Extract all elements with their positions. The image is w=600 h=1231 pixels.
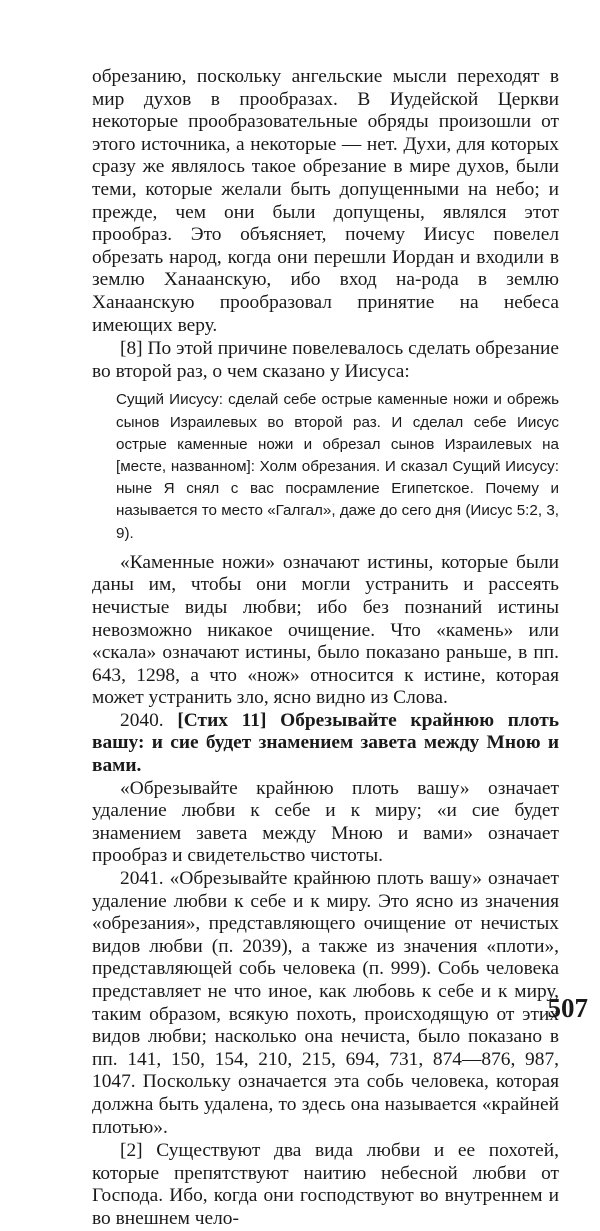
scripture-quote: Сущий Иисусу: сделай себе острые каменные ножи и обрежь сынов Израилевых во второй раз. И сделал себе Иисус острые каменные ножи и обрезал сынов Израилевых на [месте, названном]: Холм обрезания. И сказал Сущий Иисусу: ныне Я снял с вас посрамление Египетское. Почему и называется то место «Галгал», даже до сего дня (Иисус 5:2, 3, 9). <box>116 391 559 542</box>
page-number: 507 <box>547 993 588 1023</box>
paragraph-3: «Каменные ножи» означают истины, которые были даны им, чтобы они могли устранить и рассеять нечистые виды любви; ибо без познаний истины невозможно никакое очищение. Что «камень» или «скала» означают истины, было показано раньше, в пп. 643, 1298, а что «нож» относится к истине, которая может устранить зло, ясно видно из Слова. <box>92 551 559 709</box>
section-2040-heading <box>92 710 559 778</box>
paragraph-1: обрезанию, поскольку ангельские мысли переходят в мир духов в прообразах. В Иудейской Церкви некоторые прообразовательные обряды произошли от этого источника, а некоторые — нет. Духи, для которых сразу же являлось такое обрезание в мире духов, были теми, которые желали быть допущенными на небо; и прежде, чем они были допущены, являлся этот прообраз. Это объясняет, почему Иисус повелел обрезать народ, когда они перешли Иордан и входили в землю Ханаанскую, ибо вход на-рода в землю Ханаанскую прообразовал принятие на небеса имеющих веру. <box>92 66 559 336</box>
paragraph-4: «Обрезывайте крайнюю плоть вашу» означает удаление любви к себе и к миру; «и сие будет знамением завета между Мною и вами» означает прообраз и свидетельство чистоты. <box>92 777 559 867</box>
page-text <box>92 66 559 1231</box>
verse-heading: [Стих 11] Обрезывайте крайнюю плоть вашу: и сие будет знамением завета между Мною и вами. <box>92 709 559 777</box>
paragraph-5: [2] Существуют два вида любви и ее похотей, которые препятствуют наитию небесной любви от Господа. Ибо, когда они господствуют во внутреннем и во внешнем чело- <box>92 1140 559 1229</box>
section-number: 2040. <box>120 709 178 731</box>
paragraph-2: [8] По этой причине повелевалось сделать обрезание во второй раз, о чем сказано у Иисуса: <box>92 338 559 382</box>
paragraph-2041: 2041. «Обрезывайте крайнюю плоть вашу» означает удаление любви к себе и к миру. Это ясно из значения «обрезания», представляющего очищение от нечистых видов любви (п. 2039), а также из значения «плоти», представляющей собь человека (п. 999). Собь человека представляет не что иное, как любовь к себе и к миру, таким образом, всякую похоть, происходящую от этих видов любви; насколько она нечиста, было показано в пп. 141, 150, 154, 210, 215, 694, 731, 874—876, 987, 1047. Поскольку означается эта собь человека, которая должна быть удалена, то здесь она называется «крайней плотью». <box>92 868 559 1138</box>
